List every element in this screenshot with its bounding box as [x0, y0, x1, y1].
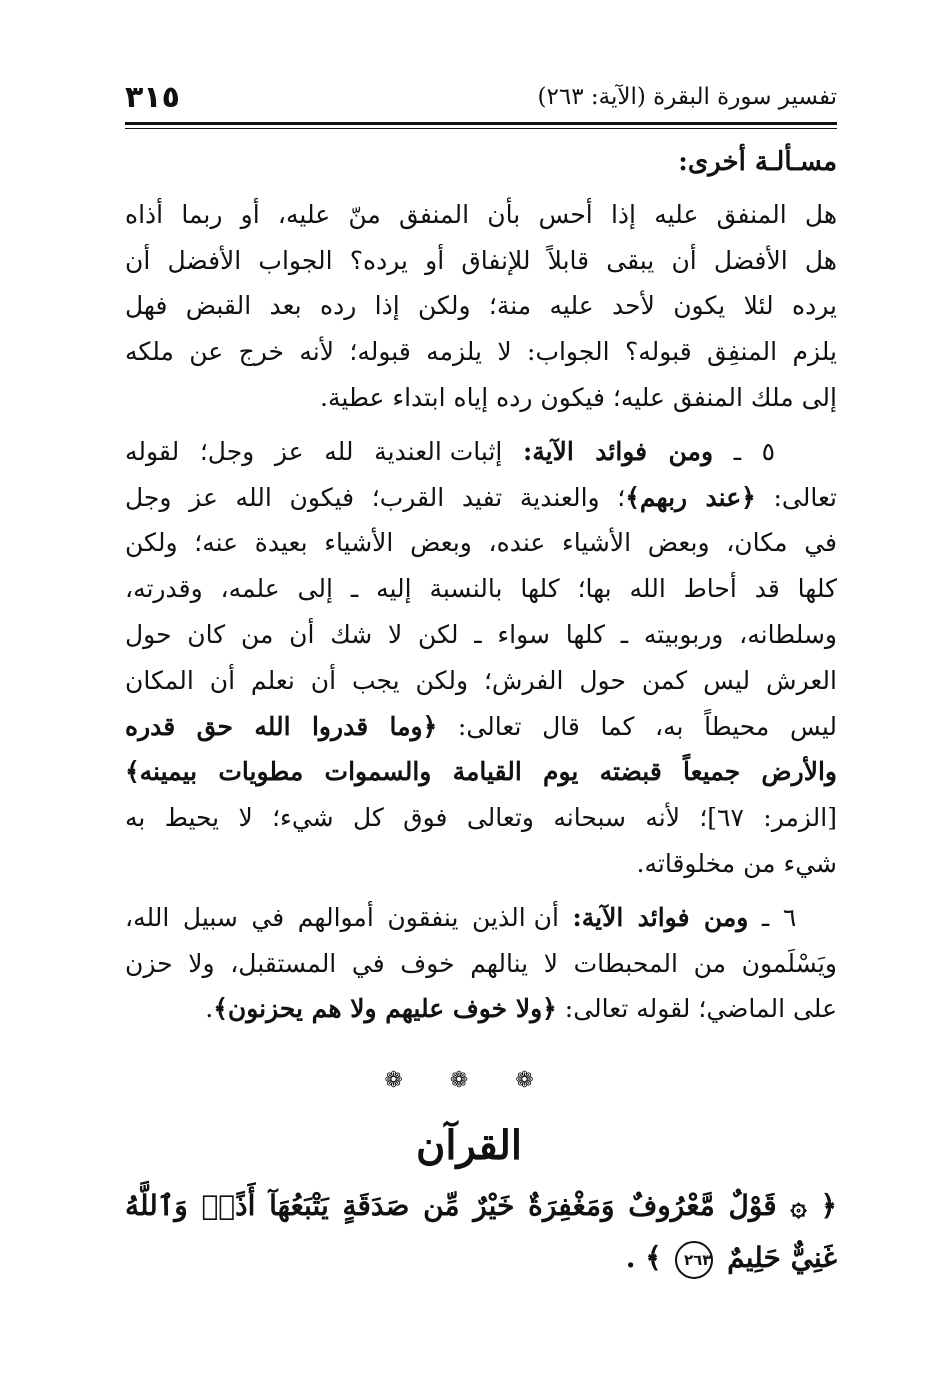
- point-6-line: [125, 986, 837, 1032]
- quran-quote-line: والأرض جميعاً قبضته يوم القيامة والسموات مطويات بيمينه﴾: [125, 757, 837, 787]
- point-5-line: كلها قد أحاط الله بها؛ كلها بالنسبة إليه ـ إلى علمه، وقدرته،: [125, 574, 837, 604]
- section-divider-ornaments: ❁ ❁ ❁: [384, 1068, 554, 1093]
- quran-verse: [125, 1180, 837, 1284]
- point-5-line: [125, 475, 837, 521]
- page-header: [125, 80, 837, 120]
- point-text: إثبات العندية لله عز وجل؛ لقوله: [125, 436, 503, 466]
- header-rule-thin: [125, 128, 837, 129]
- paragraph-line: هل المنفق عليه إذا أحس بأن المنفق منّ عليه، أو ربما أذاه: [125, 199, 837, 229]
- point-text: ليس محيطاً به، كما قال تعالى:: [457, 711, 837, 741]
- paragraph-line: إلى ملك المنفق عليه؛ فيكون رده إياه ابتداء عطية.: [320, 382, 837, 412]
- header-rule-thick: [125, 122, 837, 125]
- point-number: ٦ ـ: [761, 902, 797, 932]
- point-5-line: شيء من مخلوقاته.: [636, 848, 837, 878]
- point-text: على الماضي؛ لقوله تعالى:: [564, 994, 837, 1024]
- paragraph-line: يرده لئلا يكون لأحد عليه منة؛ ولكن إذا رده بعد القبض فهل: [125, 291, 837, 321]
- point-number: ٥ ـ: [733, 436, 776, 466]
- point-text: أن الذين ينفقون أموالهم في سبيل الله،: [125, 902, 559, 932]
- page-body: [125, 140, 837, 1032]
- point-text: تعالى:: [773, 482, 837, 512]
- quran-quote: ﴿عند ربهم﴾: [625, 482, 756, 512]
- point-5-line: [125, 429, 837, 475]
- verse-line: ﴿ ۞ قَوْلٌ مَّعْرُوفٌ وَمَغْفِرَةٌ خَيْرٌ مِّن صَدَقَةٍ يَتْبَعُهَآ أَذًىۗ وَٱللَّهُ: [125, 1189, 837, 1222]
- paragraph-line: يلزم المنفِق قبوله؟ الجواب: لا يلزمه قبوله؛ لأنه خرج عن ملكه: [125, 337, 837, 367]
- point-label: ومن فوائد الآية:: [572, 902, 749, 932]
- quran-section-title: القرآن: [415, 1122, 523, 1169]
- point-5-line: العرش ليس كمن حول الفرش؛ ولكن يجب أن نعلم أن المكان: [125, 665, 837, 695]
- point-text: .: [205, 994, 214, 1024]
- verse-end: ﴾ .: [625, 1241, 662, 1274]
- verse-number-medallion: ٢٦٣: [675, 1241, 713, 1279]
- verse-line: [125, 1232, 837, 1284]
- section-heading: مسـألـة أخرى:: [678, 147, 837, 177]
- running-title: تفسير سورة البقرة (الآية: ٢٦٣): [537, 84, 837, 110]
- quran-quote: ﴿ولا خوف عليهم ولا هم يحزنون﴾: [213, 994, 557, 1024]
- point-text: ؛ والعندية تفيد القرب؛ فيكون الله عز وجل: [125, 482, 626, 512]
- paragraph-line: هل الأفضل أن يبقى قابلاً للإنفاق أو يرده؟ الجواب الأفضل أن: [125, 245, 837, 275]
- point-5-line: [الزمر: ٦٧]؛ لأنه سبحانه وتعالى فوق كل شيء؛ لا يحيط به: [125, 803, 837, 833]
- quran-quote: ﴿وما قدروا الله حق قدره: [125, 711, 438, 741]
- page-number: ٣١٥: [125, 80, 180, 115]
- point-6-line: ويَسْلَمون من المحبطات لا ينالهم خوف في المستقبل، ولا حزن: [125, 948, 837, 978]
- verse-text: غَنِيٌّ حَلِيمٌ: [727, 1241, 837, 1274]
- point-5-line: في مكان، وبعض الأشياء عنده، وبعض الأشياء بعيدة عنه؛ ولكن: [125, 528, 837, 558]
- point-6-line: [125, 895, 837, 941]
- point-5-line: [125, 704, 837, 750]
- point-5-line: وسلطانه، وربوبيته ـ كلها سواء ـ لكن لا شك أن من كان حول: [125, 619, 837, 649]
- point-label: ومن فوائد الآية:: [523, 436, 714, 466]
